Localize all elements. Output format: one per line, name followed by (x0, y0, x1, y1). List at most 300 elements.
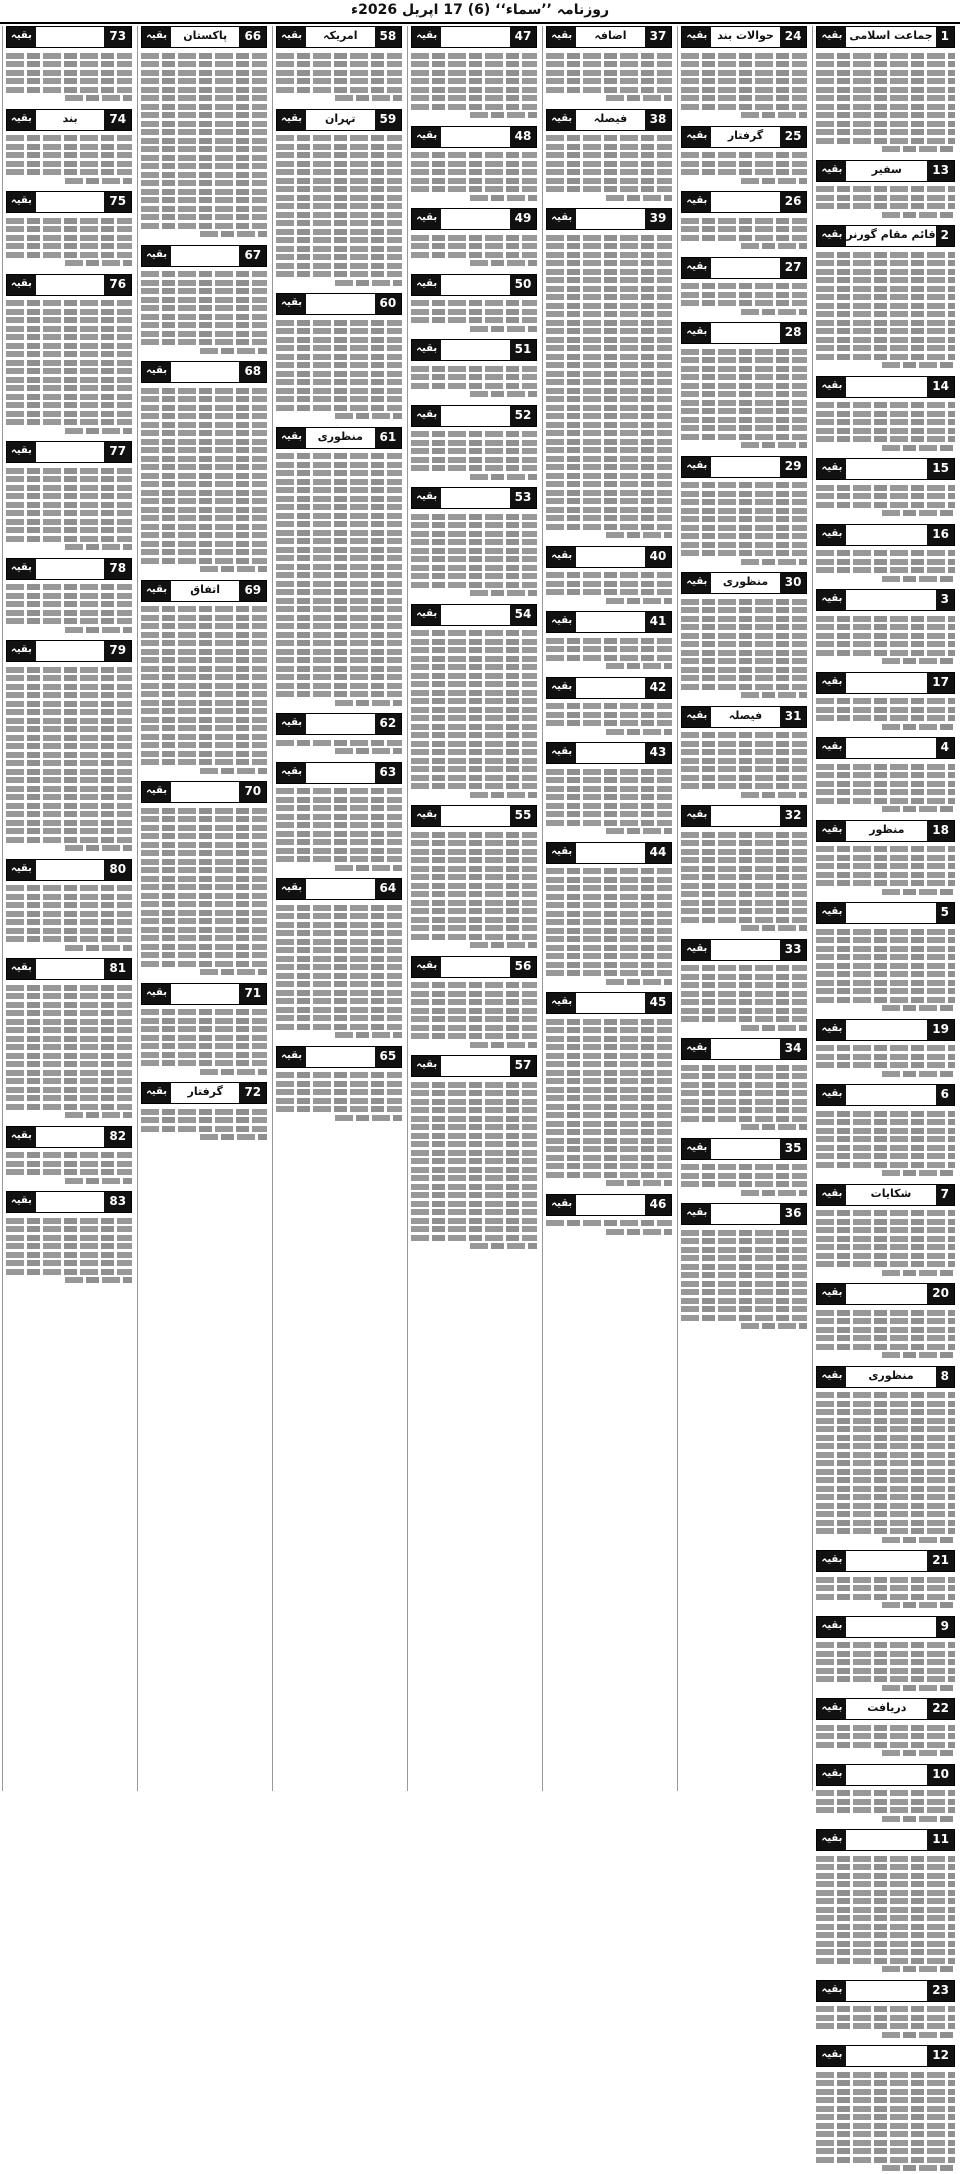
article-title (711, 940, 779, 960)
text-line (276, 479, 402, 485)
text-line (6, 1087, 132, 1093)
text-line (276, 990, 402, 996)
text-line (681, 974, 807, 980)
text-line (411, 178, 537, 184)
article-number: 51 (510, 340, 537, 360)
text-line (411, 1201, 537, 1207)
text-line (816, 1864, 955, 1870)
text-line (606, 1180, 673, 1186)
text-line (546, 161, 672, 167)
text-line (6, 726, 132, 732)
text-line (816, 1219, 955, 1225)
article-header (411, 274, 537, 296)
article-body (276, 737, 402, 757)
article-number: 43 (645, 743, 672, 763)
text-line (6, 837, 132, 843)
text-line (816, 1227, 955, 1233)
continued-tag: بقیہ (142, 581, 171, 601)
text-line (411, 673, 537, 679)
text-line (816, 78, 955, 84)
article-body (816, 1722, 955, 1759)
text-line (141, 112, 267, 118)
text-line (741, 178, 808, 184)
text-line (681, 1315, 807, 1321)
text-line (816, 53, 955, 59)
text-line (681, 1065, 807, 1071)
text-line (411, 1218, 537, 1224)
text-line (882, 889, 955, 895)
article-18 (816, 820, 955, 898)
text-line (141, 331, 267, 337)
article-number: 15 (927, 459, 954, 479)
text-line (411, 1099, 537, 1105)
text-line (6, 476, 132, 482)
article-title (846, 1551, 927, 1571)
article-37 (546, 26, 672, 104)
article-header (6, 109, 132, 131)
text-line (141, 876, 267, 882)
text-line (546, 712, 672, 718)
article-body (681, 596, 807, 701)
article-35 (681, 1138, 807, 1199)
text-line (411, 514, 537, 520)
text-line (6, 1078, 132, 1084)
text-line (141, 214, 267, 220)
continued-tag: بقیہ (682, 940, 711, 960)
continued-tag: بقیہ (7, 110, 36, 130)
article-53 (411, 487, 537, 599)
text-line (681, 542, 807, 548)
continued-tag: بقیہ (547, 27, 576, 47)
text-line (6, 928, 132, 934)
text-line (6, 53, 132, 59)
article-number: 74 (104, 110, 131, 130)
article-number: 83 (104, 1192, 131, 1212)
text-line (816, 789, 955, 795)
text-line (816, 328, 955, 334)
article-number: 12 (927, 2046, 954, 2066)
text-line (141, 1060, 267, 1066)
text-line (681, 53, 807, 59)
text-line (546, 135, 672, 141)
article-header (141, 580, 267, 602)
text-line (546, 303, 672, 309)
text-line (276, 598, 402, 604)
article-title (711, 192, 779, 212)
text-line (276, 839, 402, 845)
article-header (546, 677, 672, 699)
continued-tag: بقیہ (817, 2046, 846, 2066)
text-line (546, 803, 672, 809)
continued-tag: بقیہ (7, 442, 36, 462)
text-line (681, 516, 807, 522)
text-line (141, 691, 267, 697)
text-line (470, 391, 537, 397)
text-line (6, 394, 132, 400)
article-body (411, 50, 537, 121)
article-header (681, 191, 807, 213)
text-line (276, 1024, 402, 1030)
continued-tag: بقیہ (277, 27, 306, 47)
article-2 (816, 225, 955, 371)
article-number: 61 (375, 428, 402, 448)
article-number: 78 (104, 559, 131, 579)
article-title (306, 763, 374, 783)
text-line (141, 447, 267, 453)
article-body (411, 628, 537, 801)
continued-tag: بقیہ (817, 1617, 846, 1637)
article-header (6, 640, 132, 662)
text-line (141, 473, 267, 479)
article-title (441, 127, 509, 147)
continued-tag: بقیہ (817, 738, 846, 758)
article-number: 13 (927, 161, 954, 181)
article-38 (546, 109, 672, 204)
article-header (546, 1194, 672, 1216)
text-line (411, 741, 537, 747)
text-line (411, 317, 537, 323)
text-line (411, 70, 537, 76)
text-line (411, 724, 537, 730)
text-line (681, 866, 807, 872)
article-title (711, 806, 779, 826)
article-number: 59 (375, 110, 402, 130)
text-line (141, 1052, 267, 1058)
text-line (816, 2080, 955, 2086)
text-line (546, 524, 672, 530)
article-13 (816, 160, 955, 221)
text-line (141, 104, 267, 110)
text-line (816, 698, 955, 704)
text-line (200, 1069, 267, 1075)
text-line (411, 900, 537, 906)
text-line (546, 919, 672, 925)
text-line (141, 1126, 267, 1132)
article-number: 29 (780, 457, 807, 477)
text-line (681, 1298, 807, 1304)
text-line (411, 104, 537, 110)
text-line (6, 584, 132, 590)
article-body (141, 50, 267, 240)
article-number: 1 (936, 27, 954, 47)
article-header (681, 1038, 807, 1060)
article-title: منظور (869, 822, 905, 836)
text-line (546, 820, 672, 826)
text-line (546, 1220, 672, 1226)
text-line (141, 558, 267, 564)
text-line (816, 1418, 955, 1424)
article-title (441, 605, 509, 625)
text-line (882, 1537, 955, 1543)
text-line (141, 532, 267, 538)
text-line (6, 135, 132, 141)
text-line (546, 936, 672, 942)
text-line (882, 1966, 955, 1972)
text-line (141, 456, 267, 462)
text-line (470, 326, 537, 332)
article-header (816, 1698, 955, 1720)
text-line (6, 243, 132, 249)
article-title: قائم مقام گورنر (846, 228, 936, 241)
text-line (141, 189, 267, 195)
article-body (681, 1162, 807, 1199)
text-line (141, 515, 267, 521)
text-line (681, 783, 807, 789)
article-body (681, 281, 807, 318)
text-line (411, 186, 537, 192)
article-number: 60 (375, 294, 402, 314)
text-line (6, 411, 132, 417)
article-header (546, 992, 672, 1014)
article-header (141, 245, 267, 267)
article-67 (141, 245, 267, 357)
text-line (276, 666, 402, 672)
continued-tag: بقیہ (277, 763, 306, 783)
text-line (141, 61, 267, 67)
article-header (276, 878, 402, 900)
continued-tag: بقیہ (817, 821, 846, 841)
article-number: 48 (510, 127, 537, 147)
text-line (6, 1243, 132, 1249)
article-title (36, 641, 104, 661)
text-line (276, 856, 402, 862)
article-number: 80 (104, 860, 131, 880)
article-66 (141, 26, 267, 240)
text-line (141, 95, 267, 101)
text-line (816, 402, 955, 408)
article-76 (6, 274, 132, 437)
continued-tag: بقیہ (682, 1139, 711, 1159)
text-line (141, 674, 267, 680)
text-line (681, 840, 807, 846)
article-title (846, 2046, 927, 2066)
text-line (681, 1090, 807, 1096)
text-line (276, 1089, 402, 1095)
continued-tag: بقیہ (817, 1699, 846, 1719)
article-header (546, 109, 672, 131)
text-line (470, 195, 537, 201)
text-line (6, 1218, 132, 1224)
text-line (681, 491, 807, 497)
text-line (141, 197, 267, 203)
article-header (681, 1203, 807, 1225)
article-header (411, 487, 537, 509)
article-body (816, 184, 955, 221)
article-number: 24 (780, 27, 807, 47)
text-line (200, 231, 267, 237)
article-title (441, 488, 509, 508)
text-line (141, 759, 267, 765)
text-line (816, 138, 955, 144)
text-line (411, 1209, 537, 1215)
text-line (276, 87, 402, 93)
text-line (6, 309, 132, 315)
article-title (36, 275, 104, 295)
text-line (6, 902, 132, 908)
text-line (546, 388, 672, 394)
text-line (411, 1192, 537, 1198)
article-title: اتفاق (190, 582, 221, 596)
article-body (546, 766, 672, 837)
text-line (816, 1949, 955, 1955)
text-line (335, 95, 402, 101)
text-line (816, 1528, 955, 1534)
text-line (816, 1344, 955, 1350)
text-line (141, 1109, 267, 1115)
text-line (411, 87, 537, 93)
text-line (411, 1175, 537, 1181)
text-line (681, 775, 807, 781)
text-line (606, 532, 673, 538)
article-title (576, 209, 644, 229)
text-line (6, 351, 132, 357)
text-line (276, 462, 402, 468)
column-6 (137, 26, 270, 1791)
text-line (546, 1053, 672, 1059)
text-line (681, 1230, 807, 1236)
text-line (411, 656, 537, 662)
text-line (546, 269, 672, 275)
text-line (411, 883, 537, 889)
text-line (6, 667, 132, 673)
text-line (606, 1229, 673, 1235)
continued-tag: بقیہ (547, 209, 576, 229)
text-line (141, 146, 267, 152)
article-number: 42 (645, 678, 672, 698)
text-line (816, 1890, 955, 1896)
text-line (470, 1243, 537, 1249)
text-line (546, 490, 672, 496)
text-line (816, 186, 955, 192)
article-48 (411, 126, 537, 204)
text-line (681, 1107, 807, 1113)
text-line (141, 206, 267, 212)
text-line (276, 1015, 402, 1021)
article-56 (411, 956, 537, 1051)
text-line (546, 169, 672, 175)
article-body (681, 50, 807, 121)
article-number: 72 (239, 1083, 266, 1103)
text-line (6, 334, 132, 340)
article-header (411, 1055, 537, 1077)
text-line (411, 374, 537, 380)
text-line (65, 1112, 132, 1118)
text-line (546, 252, 672, 258)
text-line (276, 186, 402, 192)
continued-tag: بقیہ (412, 957, 441, 977)
text-line (470, 112, 537, 118)
text-line (546, 371, 672, 377)
text-line (141, 825, 267, 831)
text-line (681, 991, 807, 997)
text-line (276, 805, 402, 811)
article-23 (816, 1980, 955, 2041)
article-header (816, 902, 955, 924)
text-line (816, 1642, 955, 1648)
article-63 (276, 762, 402, 874)
text-line (546, 962, 672, 968)
text-line (816, 104, 955, 110)
article-number: 5 (936, 903, 954, 923)
text-line (816, 1907, 955, 1913)
text-line (816, 1244, 955, 1250)
article-number: 41 (645, 612, 672, 632)
text-line (276, 797, 402, 803)
text-line (141, 808, 267, 814)
text-line (6, 1019, 132, 1025)
article-81 (6, 958, 132, 1121)
text-line (882, 1170, 955, 1176)
text-line (681, 374, 807, 380)
article-header (6, 1126, 132, 1148)
text-line (816, 2006, 955, 2012)
article-number: 71 (239, 984, 266, 1004)
article-body (816, 400, 955, 454)
article-number: 3 (936, 590, 954, 610)
text-line (141, 859, 267, 865)
article-header (6, 1191, 132, 1213)
text-line (411, 1025, 537, 1031)
text-line (141, 541, 267, 547)
text-line (411, 440, 537, 446)
text-line (546, 456, 672, 462)
text-line (276, 691, 402, 697)
text-line (681, 883, 807, 889)
article-header (816, 1550, 955, 1572)
article-title (576, 743, 644, 763)
continued-tag: بقیہ (142, 362, 171, 382)
text-line (6, 402, 132, 408)
article-header (411, 339, 537, 361)
text-line (546, 953, 672, 959)
article-body (276, 133, 402, 289)
article-header (681, 257, 807, 279)
text-line (681, 1181, 807, 1187)
article-number: 45 (645, 993, 672, 1013)
text-line (411, 1016, 537, 1022)
text-line (816, 1435, 955, 1441)
text-line (6, 1169, 132, 1175)
text-line (816, 863, 955, 869)
text-line (6, 343, 132, 349)
text-line (546, 794, 672, 800)
text-line (816, 1594, 955, 1600)
article-77 (6, 441, 132, 553)
article-header (276, 762, 402, 784)
text-line (681, 616, 807, 622)
text-line (335, 413, 402, 419)
text-line (6, 485, 132, 491)
text-line (6, 820, 132, 826)
text-line (546, 186, 672, 192)
article-title (846, 673, 927, 693)
text-line (546, 379, 672, 385)
text-line (276, 203, 402, 209)
article-body (276, 50, 402, 104)
article-body (681, 1062, 807, 1133)
continued-tag: بقیہ (817, 673, 846, 693)
text-line (141, 927, 267, 933)
text-line (411, 908, 537, 914)
text-line (681, 1164, 807, 1170)
text-line (816, 260, 955, 266)
article-number: 58 (375, 27, 402, 47)
article-title (441, 957, 509, 977)
article-61 (276, 427, 402, 709)
article-body (816, 696, 955, 733)
continued-tag: بقیہ (412, 806, 441, 826)
article-header (816, 26, 955, 48)
